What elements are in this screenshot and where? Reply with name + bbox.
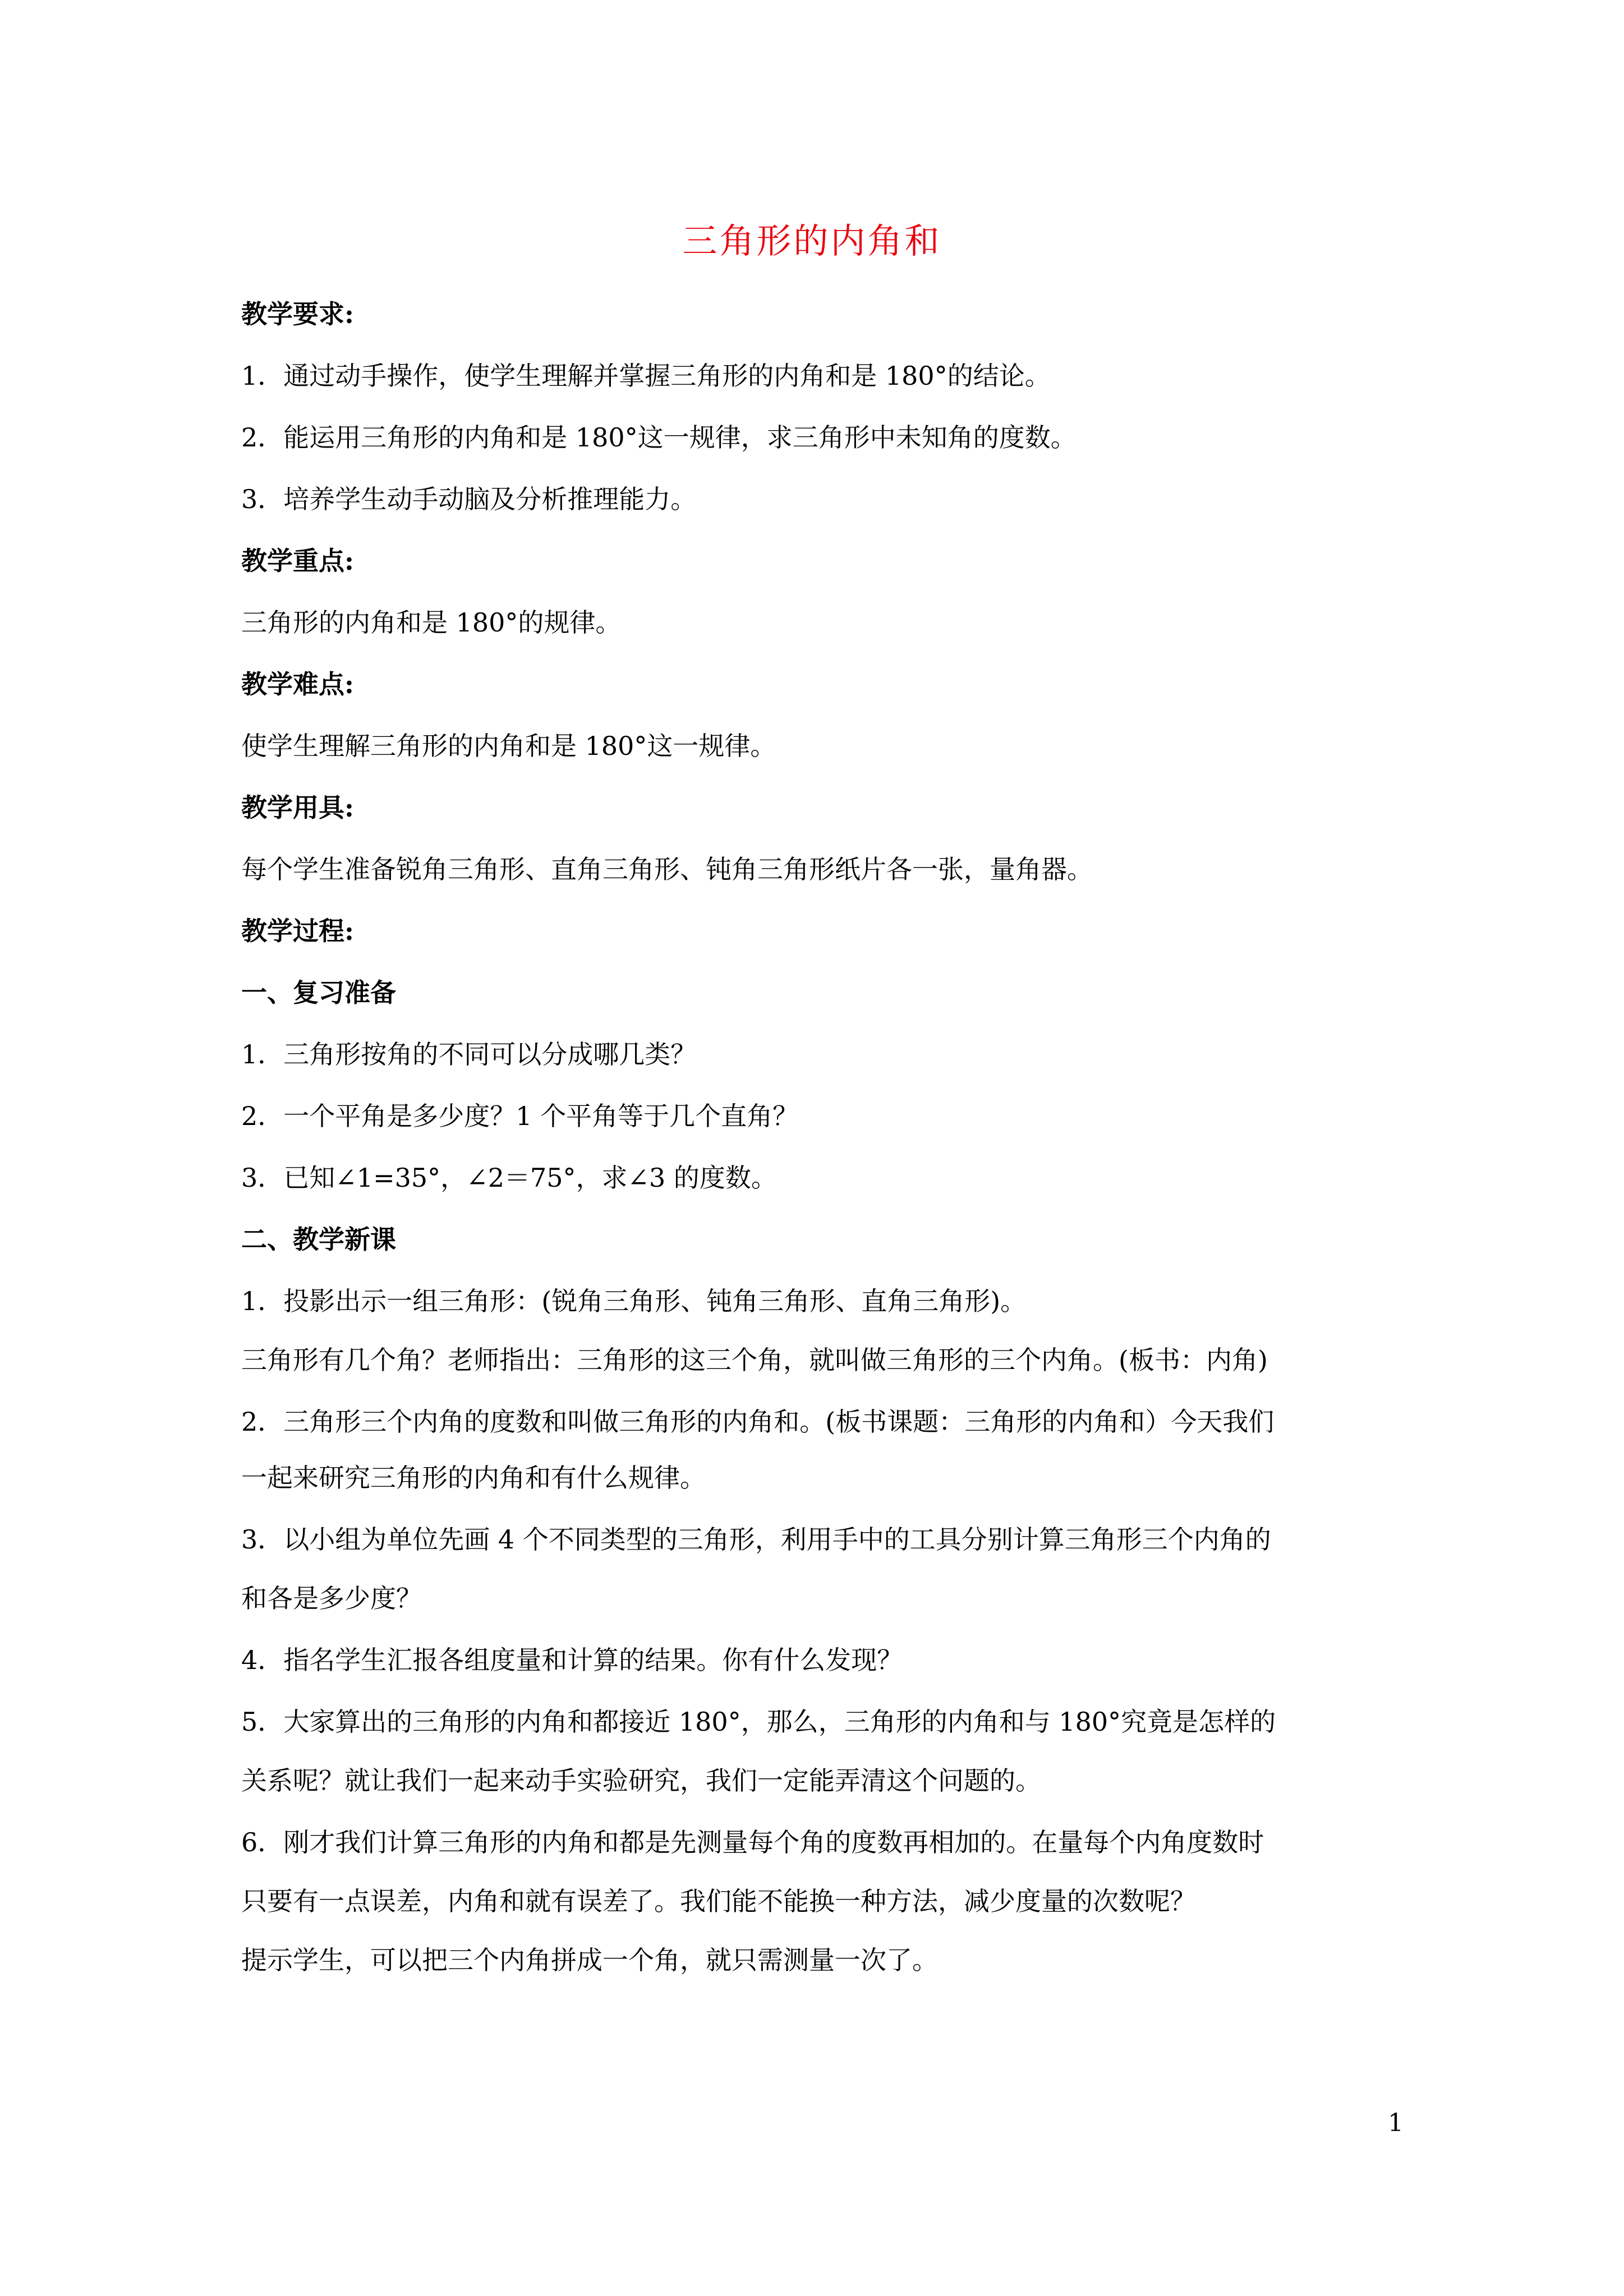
body-text-line: 提示学生，可以把三个内角拼成一个角，就只需测量一次了。: [241, 1945, 938, 1975]
section-heading: 二、教学新课: [241, 1224, 396, 1255]
body-text-line: 三角形有几个角？老师指出：三角形的这三个角，就叫做三角形的三个内角。(板书：内角): [241, 1345, 1268, 1375]
body-text-line: 3．以小组为单位先画 4 个不同类型的三角形，利用手中的工具分别计算三角形三个内角的: [241, 1524, 1271, 1555]
page-number: 1: [1388, 2109, 1404, 2137]
body-text-line: 每个学生准备锐角三角形、直角三角形、钝角三角形纸片各一张，量角器。: [241, 854, 1093, 884]
body-text-line: 3．培养学生动手动脑及分析推理能力。: [241, 484, 697, 514]
body-text-line: 1．通过动手操作，使学生理解并掌握三角形的内角和是 180°的结论。: [241, 361, 1051, 391]
body-text-line: 2．能运用三角形的内角和是 180°这一规律，求三角形中未知角的度数。: [241, 422, 1076, 453]
section-heading: 教学用具:: [241, 792, 354, 823]
body-text-line: 1．投影出示一组三角形：(锐角三角形、钝角三角形、直角三角形)。: [241, 1286, 1027, 1316]
body-text-line: 三角形的内角和是 180°的规律。: [241, 607, 622, 638]
section-heading: 教学难点:: [241, 669, 354, 699]
body-text-line: 2．一个平角是多少度？1 个平角等于几个直角？: [241, 1101, 799, 1131]
body-text-line: 一起来研究三角形的内角和有什么规律。: [241, 1463, 706, 1493]
body-text-line: 5．大家算出的三角形的内角和都接近 180°，那么，三角形的内角和与 180°究竟是怎样的: [241, 1707, 1276, 1737]
section-heading: 一、复习准备: [241, 978, 396, 1008]
body-text-line: 只要有一点误差，内角和就有误差了。我们能不能换一种方法，减少度量的次数呢？: [241, 1886, 1196, 1916]
body-text-line: 2．三角形三个内角的度数和叫做三角形的内角和。(板书课题：三角形的内角和）今天我们: [241, 1407, 1275, 1437]
document-title: 三角形的内角和: [682, 220, 942, 261]
body-text-line: 3．已知∠1=35°，∠2＝75°，求∠3 的度数。: [241, 1163, 777, 1193]
body-text-line: 和各是多少度？: [241, 1583, 422, 1613]
body-text-line: 1．三角形按角的不同可以分成哪几类？: [241, 1039, 697, 1069]
body-text-line: 6．刚才我们计算三角形的内角和都是先测量每个角的度数再相加的。在量每个内角度数时: [241, 1827, 1264, 1857]
section-heading: 教学过程:: [241, 916, 354, 946]
body-text-line: 4．指名学生汇报各组度量和计算的结果。你有什么发现？: [241, 1645, 903, 1675]
body-text-line: 关系呢？就让我们一起来动手实验研究，我们一定能弄清这个问题的。: [241, 1765, 1041, 1796]
section-heading: 教学重点:: [241, 546, 354, 576]
section-heading: 教学要求:: [241, 299, 354, 329]
body-text-line: 使学生理解三角形的内角和是 180°这一规律。: [241, 731, 776, 761]
